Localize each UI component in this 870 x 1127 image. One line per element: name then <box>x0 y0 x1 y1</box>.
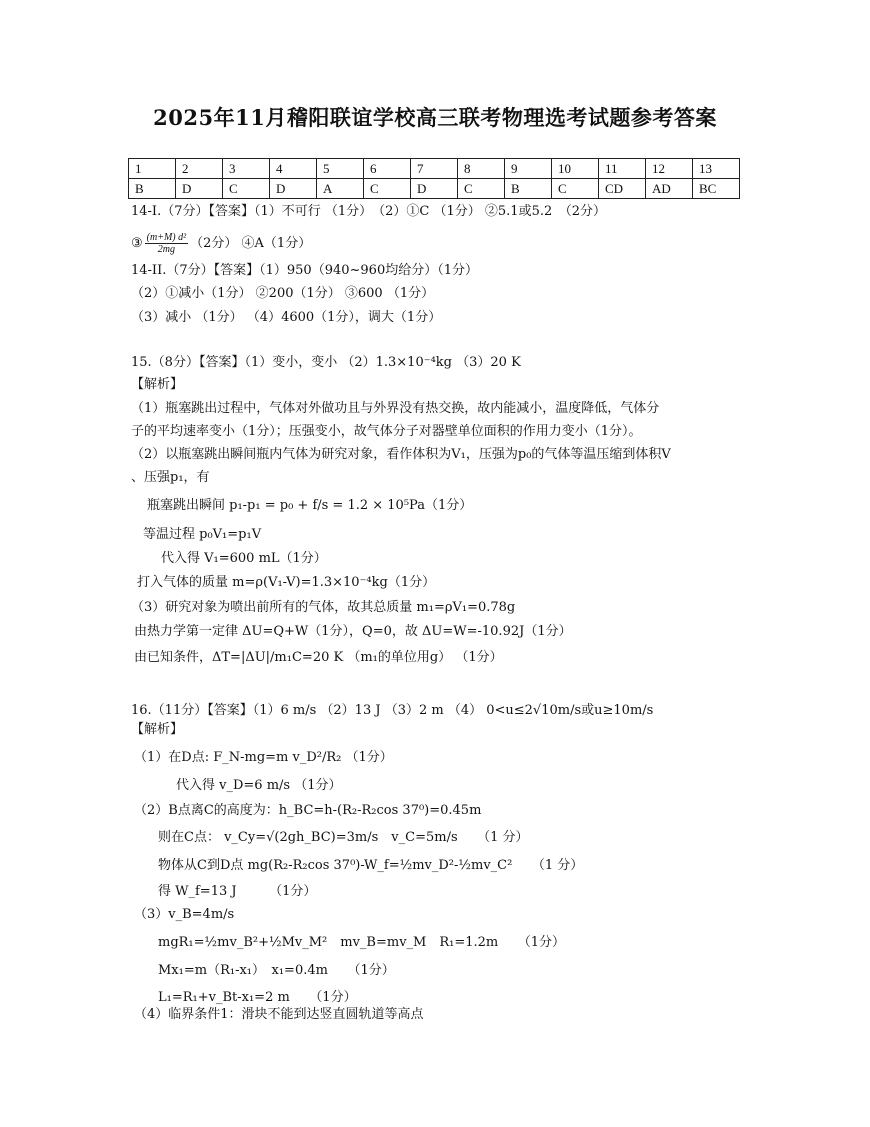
question-number-cell: 5 <box>317 159 364 179</box>
question-number-cell: 9 <box>505 159 552 179</box>
question-number-cell: 10 <box>552 159 599 179</box>
question-number-cell: 1 <box>129 159 176 179</box>
q16-2-line-d: 得 W_f=13 J （1分） <box>158 884 317 899</box>
answer-cell: C <box>458 179 505 199</box>
answer-cell: C <box>223 179 270 199</box>
answer-cell: A <box>317 179 364 199</box>
q15-equation-7: 由已知条件，ΔT=|ΔU|/m₁C=20 K （m₁的单位用g） （1分） <box>134 650 503 665</box>
q15-paragraph-2b: 、压强p₁，有 <box>131 470 210 485</box>
answer-cell: C <box>552 179 599 199</box>
q16-2-line-c: 物体从C到D点 mg(R₂-R₂cos 37⁰)-W_f=½mv_D²-½mv_C² （1 分） <box>158 858 584 873</box>
answer-cell: CD <box>599 179 646 199</box>
q14-2-line-b: （2）①减小（1分） ②200（1分） ③600 （1分） <box>131 286 435 301</box>
answer-cell: C <box>364 179 411 199</box>
q15-heading: 15.（8分）【答案】（1）变小，变小 （2）1.3×10⁻⁴kg （3）20 K <box>131 355 521 370</box>
q14-1-fraction: $\frac{\text{(m+M) d²}}{2mg}$ <box>146 232 187 255</box>
q15-paragraph-1b: 子的平均速率变小（1分）；压强变小，故气体分子对器壁单位面积的作用力变小（1分）。 <box>131 424 642 439</box>
q15-equation-6: 由热力学第一定律 ΔU=Q+W（1分），Q=0，故 ΔU=W=-10.92J（1分） <box>134 624 572 639</box>
q16-2-line-b: 则在C点： v_Cy=√(2gh_BC)=3m/s v_C=5m/s （1 分） <box>158 830 529 845</box>
q15-equation-5: （3）研究对象为喷出前所有的气体，故其总质量 m₁=ρV₁=0.78g <box>131 600 516 615</box>
question-number-cell: 2 <box>176 159 223 179</box>
q16-4-line-a: （4）临界条件1：滑块不能到达竖直圆轨道等高点 <box>134 1007 424 1022</box>
answer-cell: AD <box>646 179 693 199</box>
q14-2-line-a: 14-II.（7分）【答案】（1）950（940~960均给分）（1分） <box>131 263 478 278</box>
answer-cell: BC <box>693 179 740 199</box>
question-number-cell: 12 <box>646 159 693 179</box>
answer-table-number-row <box>129 159 740 179</box>
q16-1-line-b: 代入得 v_D=6 m/s （1分） <box>176 778 342 793</box>
answer-cell: D <box>411 179 458 199</box>
answer-cell: B <box>129 179 176 199</box>
q16-heading: 16.（11分）【答案】（1）6 m/s （2）13 J （3）2 m （4） 0<u≤2√10m/s或u≥10m/s <box>131 703 654 718</box>
q14-1-line-b: ③ $\frac{\text{(m+M) d²}}{2mg}$ （2分） ④A（1分） <box>131 232 312 255</box>
page-title: 2025年11月稽阳联谊学校高三联考物理选考试题参考答案 <box>153 105 717 130</box>
q15-equation-3: 代入得 V₁=600 mL（1分） <box>161 551 327 566</box>
q15-equation-2: 等温过程 p₀V₁=p₁V <box>143 527 262 542</box>
q16-3-line-b: mgR₁=½mv_B²+½Mv_M² mv_B=mv_M R₁=1.2m （1分） <box>158 935 566 950</box>
q16-1-line-a: （1）在D点: F_N-mg=m v_D²/R₂ （1分） <box>134 750 393 765</box>
q15-analysis-label: 【解析】 <box>131 377 184 392</box>
question-number-cell: 13 <box>693 159 740 179</box>
question-number-cell: 3 <box>223 159 270 179</box>
answer-cell: B <box>505 179 552 199</box>
question-number-cell: 11 <box>599 159 646 179</box>
question-number-cell: 7 <box>411 159 458 179</box>
answer-table-answer-row <box>129 179 740 199</box>
q15-equation-4: 打入气体的质量 m=ρ(V₁-V)=1.3×10⁻⁴kg（1分） <box>137 575 436 590</box>
answer-cell: D <box>270 179 317 199</box>
question-number-cell: 4 <box>270 159 317 179</box>
question-number-cell: 8 <box>458 159 505 179</box>
question-number-cell: 6 <box>364 159 411 179</box>
q14-2-line-c: （3）减小 （1分） （4）4600（1分），调大（1分） <box>131 310 442 325</box>
q15-paragraph-2: （2）以瓶塞跳出瞬间瓶内气体为研究对象，看作体积为V₁，压强为p₀的气体等温压缩到体积V <box>131 447 671 462</box>
q16-3-line-c: Mx₁=m（R₁-x₁） x₁=0.4m （1分） <box>158 963 395 978</box>
q16-3-line-d: L₁=R₁+v_Bt-x₁=2 m （1分） <box>158 990 357 1005</box>
q14-1-line-a: 14-I.（7分）【答案】（1）不可行 （1分） （2）①C （1分） ②5.1或5.2 （2分） <box>131 204 607 219</box>
q16-2-line-a: （2）B点离C的高度为：h_BC=h-(R₂-R₂cos 37⁰)=0.45m <box>134 803 482 818</box>
answer-table <box>128 158 740 199</box>
q16-analysis-label: 【解析】 <box>131 722 184 737</box>
q15-equation-1: 瓶塞跳出瞬间 p₁-p₁ = p₀ + f/s = 1.2 × 10⁵Pa（1分） <box>147 498 473 513</box>
q15-paragraph-1: （1）瓶塞跳出过程中，气体对外做功且与外界没有热交换，故内能减小，温度降低，气体分 <box>131 401 660 416</box>
q16-3-line-a: （3）v_B=4m/s <box>134 907 235 922</box>
answer-cell: D <box>176 179 223 199</box>
